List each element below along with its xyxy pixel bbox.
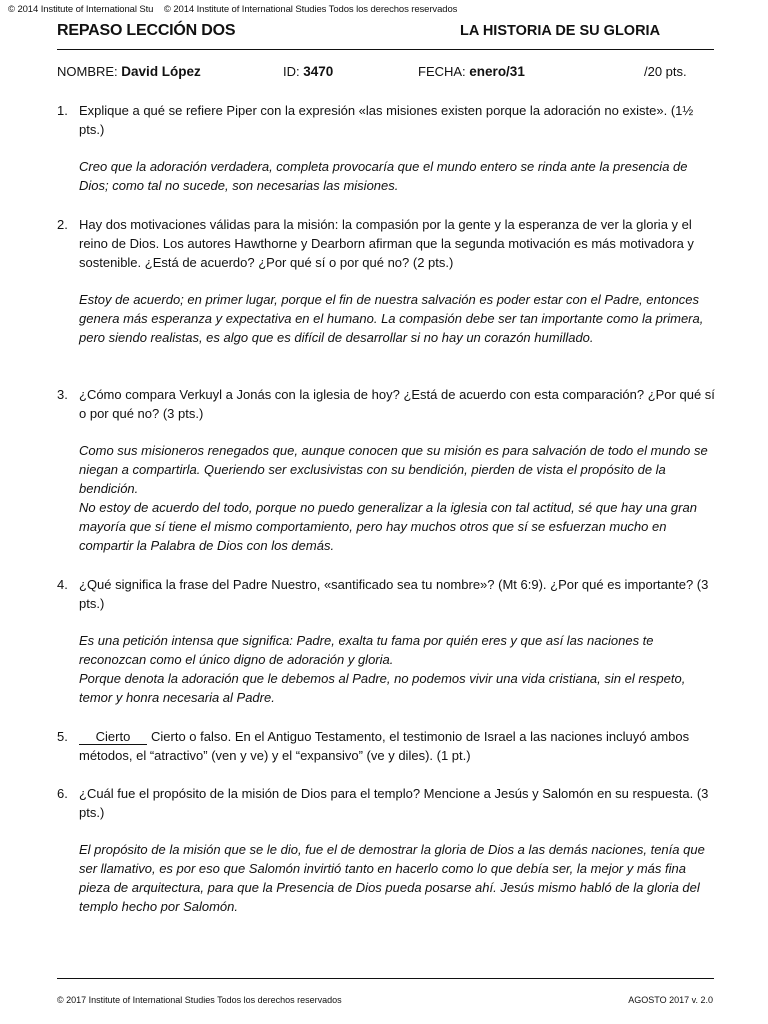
question-number: 3.: [57, 387, 68, 402]
answer-paragraph: El propósito de la misión que se le dio, fue el de demostrar la gloria de Dios a las demás naciones, tenía que ser llamativo, es por eso que Salomón invirtió tanto en hacerlo como lo que debía ser, la mejor y más fina pieza de arquitectura, para que la Presencia de Dios pueda posarse ahí. Jesús mismo habló de la gloria del templo hecho por Salomón.: [79, 842, 705, 914]
id-value: 3470: [303, 64, 334, 79]
question-5: [57, 727, 720, 765]
answer-text: [79, 157, 720, 195]
answer-paragraph: No estoy de acuerdo del todo, porque no puedo generalizar a la iglesia con tal actitud, sé que hay una gran mayoría que sí tiene el mismo comportamiento, pero hay muchos otros que sí se esfuerzan mucho en compartir la Palabra de Dios con los demás.: [79, 500, 697, 553]
question-number: 5.: [57, 729, 68, 744]
question-number: 6.: [57, 786, 68, 801]
question-text: Explique a qué se refiere Piper con la expresión «las misiones existen porque la adoración no existe». (1½ pts.): [79, 103, 694, 137]
answer-text: [79, 290, 720, 347]
answer-text: [79, 631, 720, 707]
page-subtitle: LA HISTORIA DE SU GLORIA: [460, 23, 661, 39]
question-text-body: Cierto o falso. En el Antiguo Testamento, el testimonio de Israel a las naciones incluyó ambos métodos, el “atractivo” (ven y ve) y el “expansivo” (ve y diles). (1 pt.): [79, 729, 690, 763]
answer-blank: Cierto: [79, 729, 147, 745]
answer-paragraph: Como sus misioneros renegados que, aunque conocen que su misión es para salvación de todo el mundo se niegan a compartirla. Queriendo ser exclusivistas con su bendición, pierden de vista el propósito de la bendición.: [79, 443, 708, 496]
question-6: [57, 784, 720, 916]
page-title: REPASO LECCIÓN DOS: [57, 22, 236, 39]
answer-paragraph: Estoy de acuerdo; en primer lugar, porque el fin de nuestra salvación es poder estar con el Padre, entonces genera más esperanza y expectativa en el humano. La compasión debe ser tan importante como la primera, pero siendo realistas, es algo que es difícil de desarrollar si no hay un corazón humillado.: [79, 292, 704, 345]
answer-paragraph: Es una petición intensa que significa: Padre, exalta tu fama por quién eres y que así las naciones te reconozcan como el único digno de adoración y gloria.: [79, 633, 654, 667]
date-label: FECHA:: [418, 64, 466, 79]
question-3: [57, 385, 720, 555]
answer-paragraph: Porque denota la adoración que le debemos al Padre, no podemos vivir una vida cristiana, sin el respeto, temor y honra necesaria al Padre.: [79, 671, 686, 705]
footer-version: AGOSTO 2017 v. 2.0: [628, 995, 713, 1005]
name-field: [57, 64, 201, 79]
id-field: [283, 64, 333, 79]
name-label: NOMBRE:: [57, 64, 118, 79]
top-copyright: [8, 4, 457, 15]
question-text: ¿Qué significa la frase del Padre Nuestro, «santificado sea tu nombre»? (Mt 6:9). ¿Por qué es importante? (3 pts.): [79, 577, 709, 611]
question-text: ¿Cuál fue el propósito de la misión de Dios para el templo? Mencione a Jesús y Salomón en su respuesta. (3 pts.): [79, 786, 709, 820]
question-number: 1.: [57, 103, 68, 118]
date-value: enero/31: [469, 64, 525, 79]
question-number: 4.: [57, 577, 68, 592]
question-text: Hay dos motivaciones válidas para la misión: la compasión por la gente y la esperanza de ver la gloria y el reino de Dios. Los autores Hawthorne y Dearborn afirman que la segunda motivación es más motivadora y sostenible. ¿Está de acuerdo? ¿Por qué sí o por qué no? (2 pts.): [79, 217, 694, 270]
footer-copyright: © 2017 Institute of International Studies Todos los derechos reservados: [57, 995, 342, 1005]
copyright-fragment: © 2014 Institute of International Stu: [8, 4, 154, 15]
page-header: [57, 21, 714, 50]
question-4: [57, 575, 720, 707]
answer-text: [79, 441, 720, 555]
id-label: ID:: [283, 64, 300, 79]
copyright-notice: © 2014 Institute of International Studies Todos los derechos reservados: [163, 4, 458, 15]
question-text: [79, 727, 720, 765]
name-value: David López: [121, 64, 201, 79]
footer-divider: [57, 978, 714, 979]
question-1: [57, 101, 720, 195]
answer-text: [79, 840, 720, 916]
student-info-row: [57, 64, 714, 86]
score-total: /20 pts.: [644, 64, 687, 79]
question-text: ¿Cómo compara Verkuyl a Jonás con la iglesia de hoy? ¿Está de acuerdo con esta comparación? ¿Por qué sí o por qué no? (3 pts.): [79, 387, 715, 421]
date-field: [418, 64, 525, 79]
answer-paragraph: Creo que la adoración verdadera, completa provocaría que el mundo entero se rinda ante la presencia de Dios; como tal no sucede, son necesarias las misiones.: [79, 159, 688, 193]
question-number: 2.: [57, 217, 68, 232]
question-2: [57, 215, 720, 347]
